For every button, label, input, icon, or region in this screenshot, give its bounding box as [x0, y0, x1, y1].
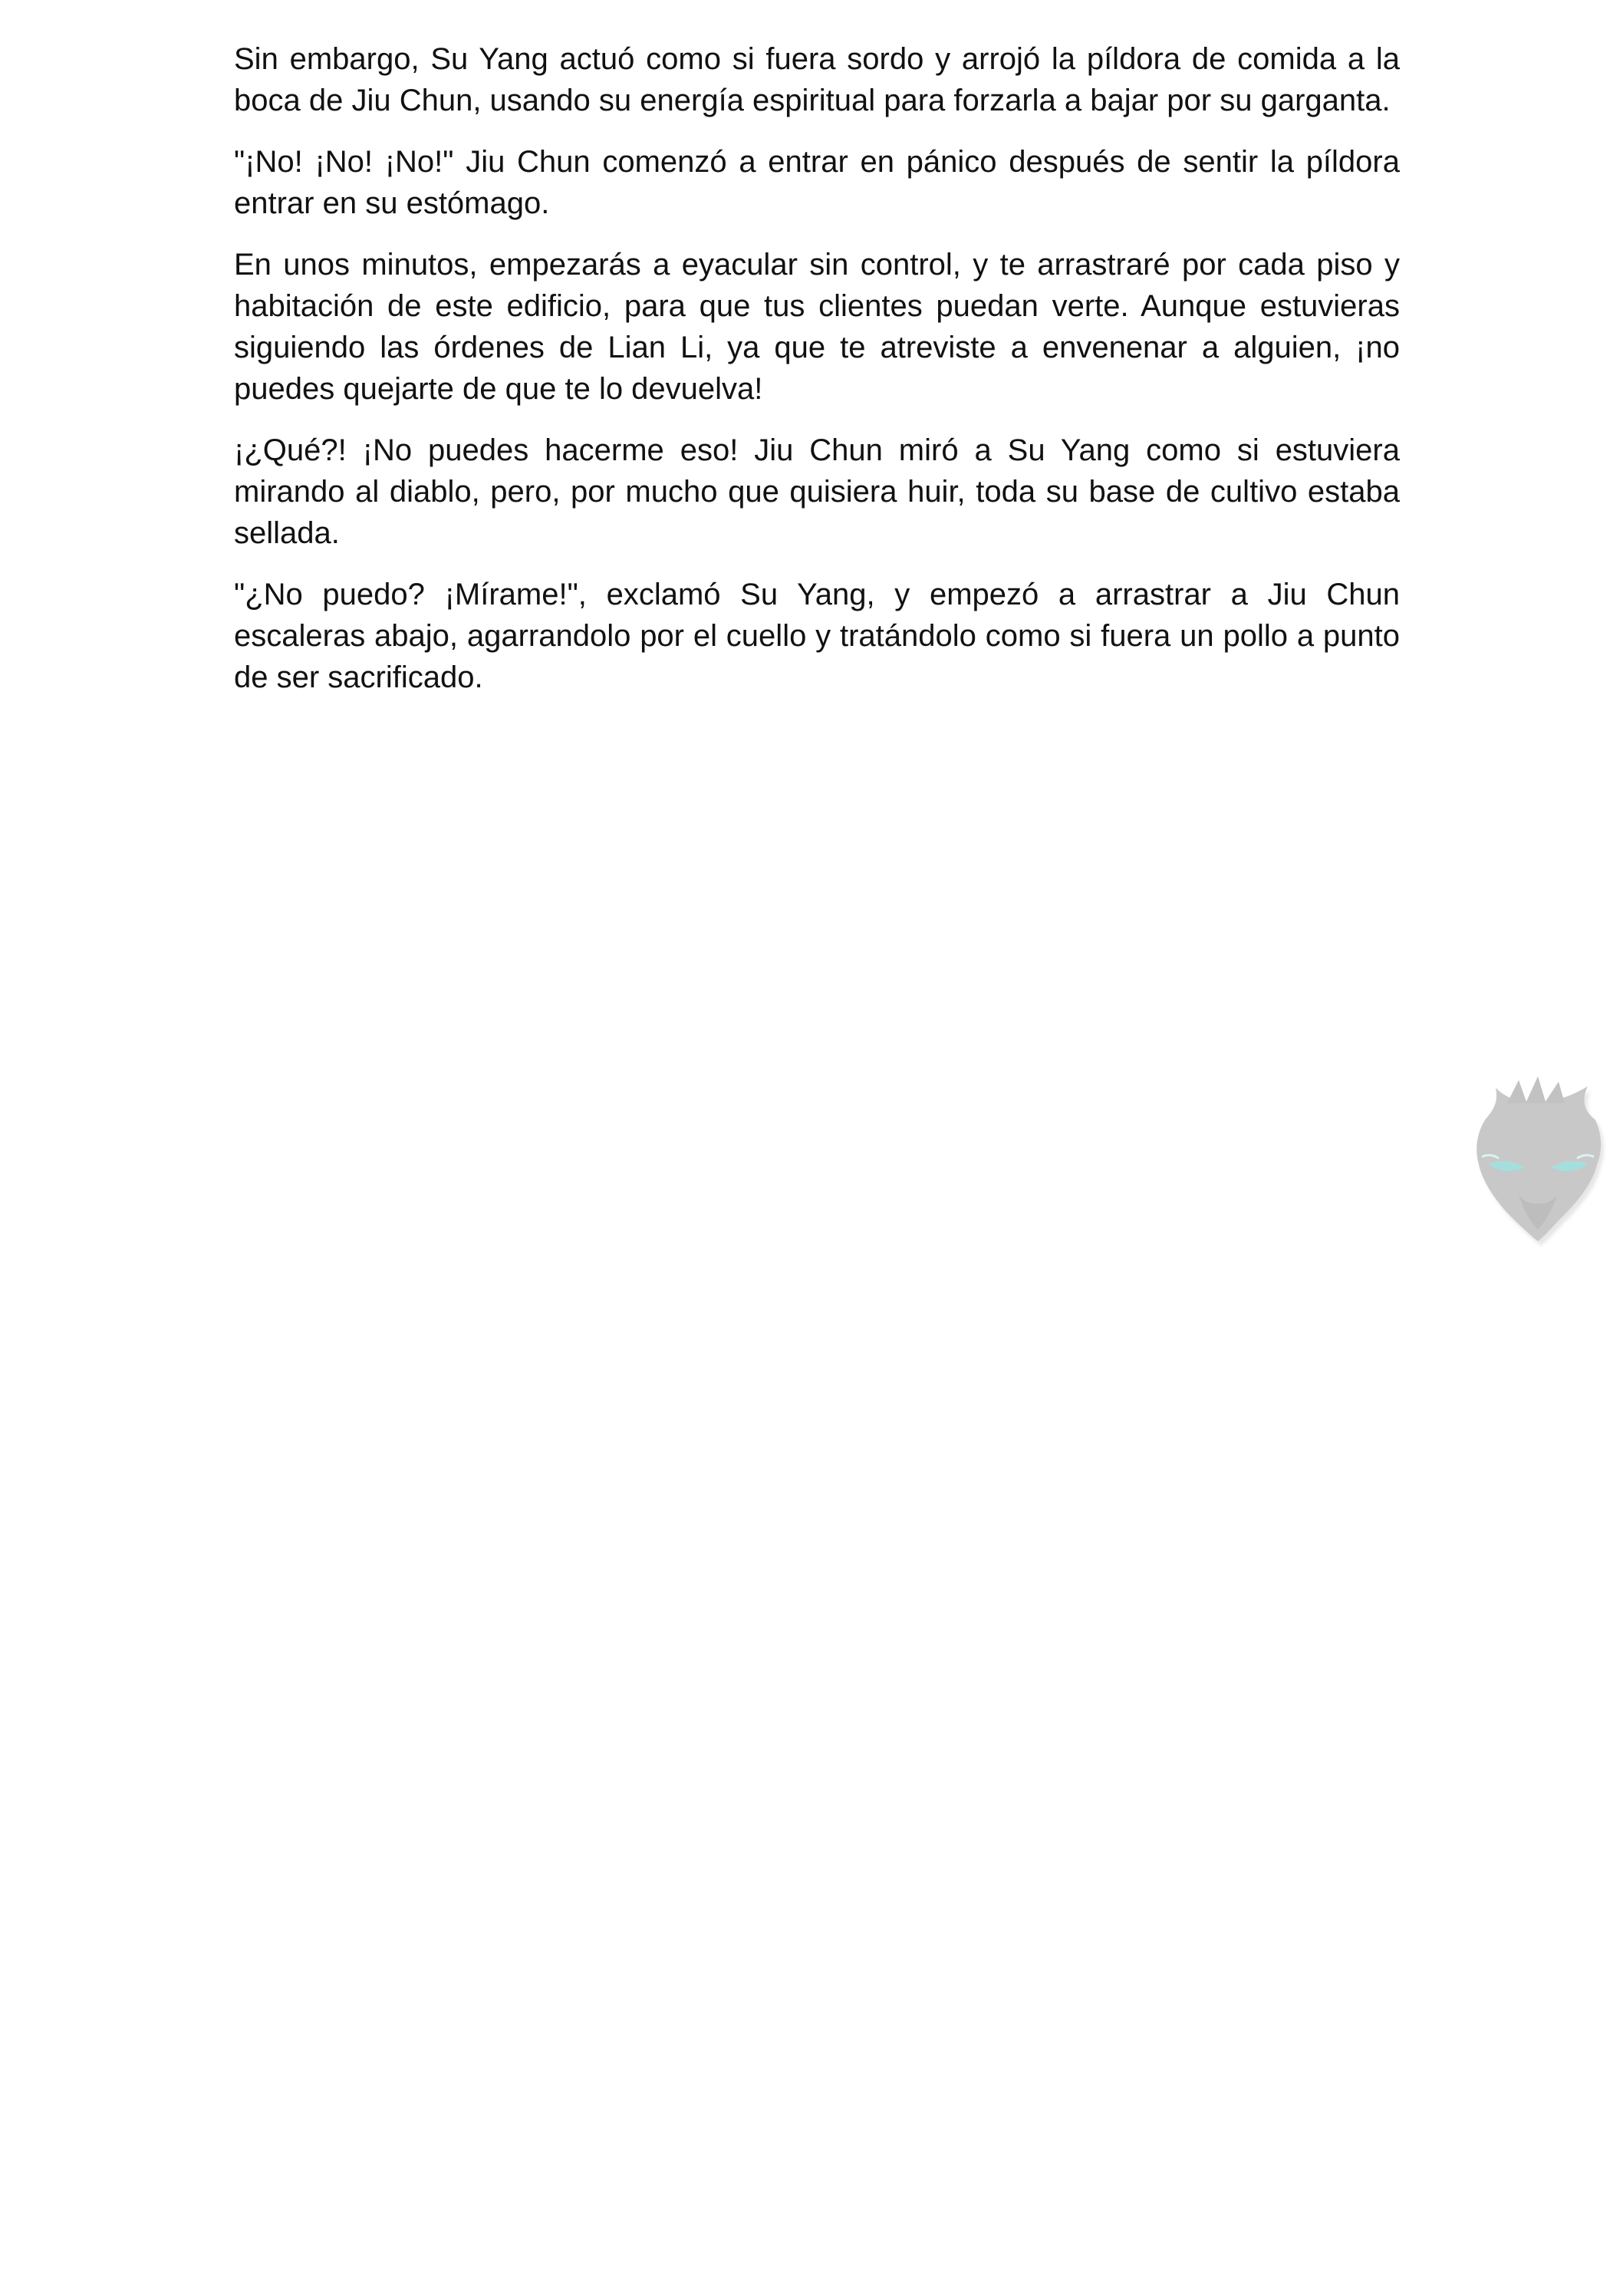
paragraph-3: En unos minutos, empezarás a eyacular sin control, y te arrastraré por cada piso y habitación de este edificio, para que tus clientes puedan verte. Aunque estuvieras siguiendo las órdenes de Lian Li, ya que te atreviste a envenenar a alguien, ¡no puedes quejarte de que te lo devuelva! — [234, 248, 1400, 406]
paragraph-5: "¿No puedo? ¡Mírame!", exclamó Su Yang, y empezó a arrastrar a Jiu Chun escaleras abajo, agarrandolo por el cuello y tratándolo como si fuera un pollo a punto de ser sacrificado. — [234, 578, 1400, 694]
paragraph-2: "¡No! ¡No! ¡No!" Jiu Chun comenzó a entrar en pánico después de sentir la píldora entrar en su estómago. — [234, 145, 1400, 220]
demon-head-watermark-icon — [1465, 1072, 1611, 1249]
paragraph-4: ¡¿Qué?! ¡No puedes hacerme eso! Jiu Chun miró a Su Yang como si estuviera mirando al diablo, pero, por mucho que quisiera huir, toda su base de cultivo estaba sellada. — [234, 433, 1400, 550]
document-body — [234, 38, 1400, 718]
paragraph-1: Sin embargo, Su Yang actuó como si fuera sordo y arrojó la píldora de comida a la boca de Jiu Chun, usando su energía espiritual para forzarla a bajar por su garganta. — [234, 42, 1400, 117]
